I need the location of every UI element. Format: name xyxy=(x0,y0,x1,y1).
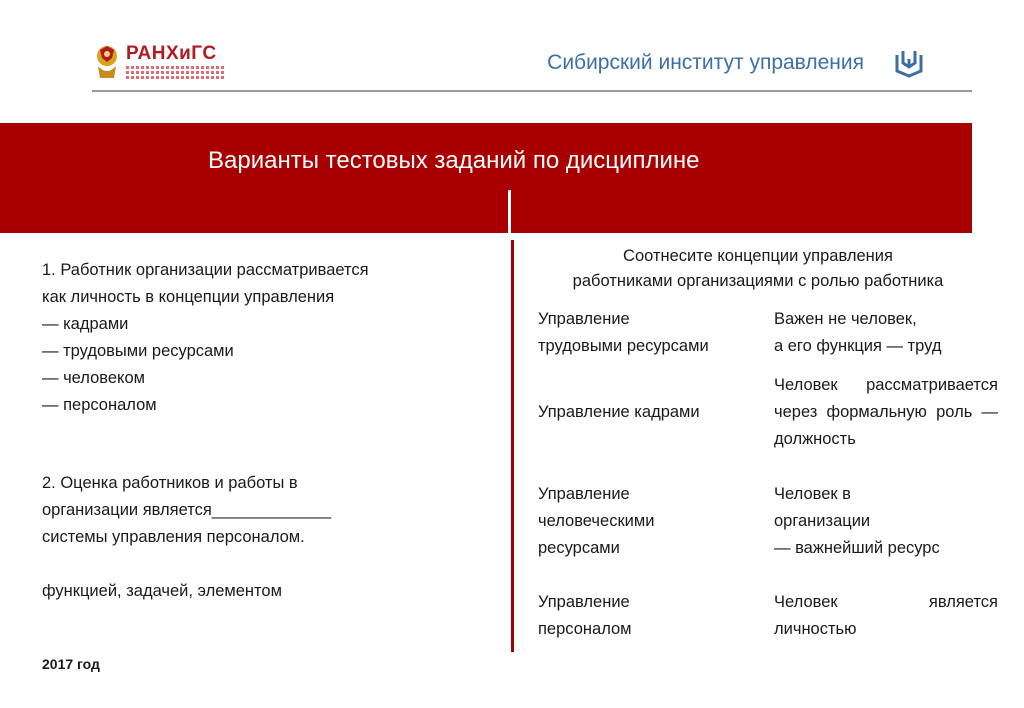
concept-cell xyxy=(538,399,758,426)
concept-line: Управление xyxy=(538,485,630,503)
question-2-line: 2. Оценка работников и работы в xyxy=(42,474,298,492)
question-2 xyxy=(42,470,331,551)
question-2-answers: функцией, задачей, элементом xyxy=(42,582,282,600)
heading-line: Соотнесите концепции управления xyxy=(623,247,893,265)
institute-icon xyxy=(893,47,925,79)
footer-year: 2017 год xyxy=(42,656,100,672)
question-2-line: системы управления персоналом. xyxy=(42,528,305,546)
question-1-option: — трудовыми ресурсами xyxy=(42,342,234,360)
concept-line: трудовыми ресурсами xyxy=(538,337,709,355)
concept-line: ресурсами xyxy=(538,539,620,557)
role-line: а его функция — труд xyxy=(774,337,942,355)
concept-line: человеческими xyxy=(538,512,655,530)
emblem-icon xyxy=(94,42,120,82)
role-line: Важен не человек, xyxy=(774,310,917,328)
concept-cell xyxy=(538,481,758,562)
column-divider xyxy=(511,240,514,652)
banner-divider-tick xyxy=(508,190,511,233)
role-cell: Человек является личностью xyxy=(774,593,998,638)
heading-line: работниками организациями с ролью работника xyxy=(572,272,944,290)
ranepa-logo xyxy=(94,40,226,84)
logo-name: РАНХиГС xyxy=(126,42,217,64)
question-1-option: — кадрами xyxy=(42,315,129,333)
question-2-line: организации является_____________ xyxy=(42,501,332,519)
slide-title: Варианты тестовых заданий по дисциплине xyxy=(208,147,700,174)
role-line: Человек в xyxy=(774,485,851,503)
institute-name: Сибирский институт управления xyxy=(547,51,864,74)
concept-line: персоналом xyxy=(538,620,632,638)
concept-line: Управление xyxy=(538,310,630,328)
title-banner xyxy=(0,123,972,233)
question-1 xyxy=(42,257,369,419)
header-divider xyxy=(92,90,972,92)
matching-task-heading xyxy=(518,244,998,294)
role-cell: Человек рассматривается через формальную роль — должность xyxy=(774,376,998,448)
concept-line: Управление xyxy=(538,593,630,611)
concept-line: Управление кадрами xyxy=(538,403,700,421)
question-1-line: 1. Работник организации рассматривается xyxy=(42,261,369,279)
concept-cell xyxy=(538,306,758,360)
role-line: организации xyxy=(774,512,871,530)
concept-cell xyxy=(538,589,758,643)
role-line: — важнейший ресурс xyxy=(774,539,940,557)
question-1-line: как личность в концепции управления xyxy=(42,288,335,306)
role-cell xyxy=(774,306,998,360)
logo-subtitle xyxy=(126,66,226,81)
role-cell xyxy=(774,481,998,562)
question-1-option: — персоналом xyxy=(42,396,157,414)
question-1-option: — человеком xyxy=(42,369,145,387)
